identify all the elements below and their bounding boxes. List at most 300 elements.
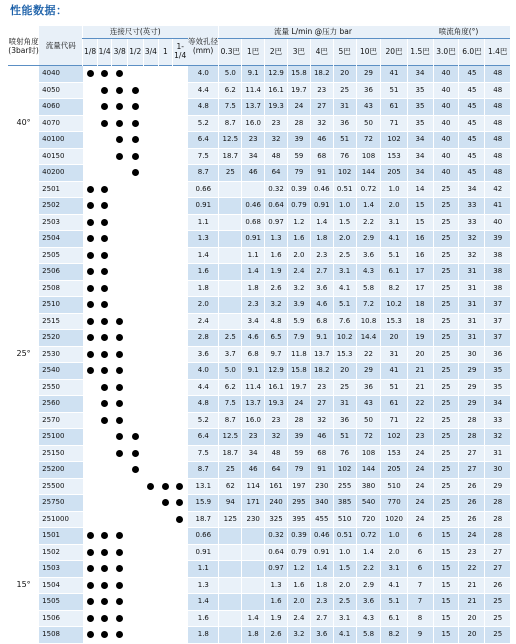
connection-size-cell	[127, 148, 143, 165]
connection-size-cell	[143, 627, 159, 644]
connection-size-cell	[112, 82, 128, 99]
nozzle-code-cell: 2570	[39, 412, 83, 429]
flow-cell: 153	[381, 148, 407, 165]
header-conn-size: 1/2	[127, 39, 143, 66]
flow-cell: 6.8	[242, 346, 265, 363]
connection-size-cell	[159, 528, 173, 545]
connection-size-cell	[159, 429, 173, 446]
flow-cell: 2.4	[287, 264, 310, 281]
flow-cell: 46	[242, 165, 265, 182]
connection-size-cell	[159, 264, 173, 281]
orifice-cell: 1.6	[188, 264, 219, 281]
flow-cell: 27	[310, 396, 333, 413]
connection-size-cell	[97, 165, 112, 182]
connection-size-cell	[112, 495, 128, 512]
spray-angle-value-cell: 34	[407, 66, 433, 83]
available-dot-icon	[116, 351, 123, 358]
nozzle-code-cell: 1502	[39, 544, 83, 561]
available-dot-icon	[116, 631, 123, 638]
connection-size-cell	[159, 462, 173, 479]
flow-cell: 72	[356, 132, 381, 149]
spray-angle-value-cell: 48	[485, 132, 510, 149]
spray-angle-value-cell: 16	[407, 247, 433, 264]
spray-angle-value-cell: 30	[459, 346, 485, 363]
connection-size-cell	[97, 528, 112, 545]
flow-cell: 1.8	[242, 280, 265, 297]
available-dot-icon	[87, 235, 94, 242]
table-row	[8, 495, 510, 512]
table-row	[8, 396, 510, 413]
flow-cell	[219, 231, 242, 248]
flow-cell: 6.1	[381, 264, 407, 281]
spray-angle-value-cell: 25	[433, 346, 459, 363]
spray-angle-value-cell: 33	[485, 412, 510, 429]
nozzle-code-cell: 2505	[39, 247, 83, 264]
connection-size-cell	[159, 115, 173, 132]
orifice-cell: 6.4	[188, 429, 219, 446]
flow-cell: 2.6	[265, 280, 288, 297]
flow-cell: 5.8	[356, 627, 381, 644]
available-dot-icon	[87, 186, 94, 193]
table-row	[8, 148, 510, 165]
connection-size-cell	[172, 99, 188, 116]
connection-size-cell	[112, 214, 128, 231]
connection-size-cell	[112, 445, 128, 462]
connection-size-cell	[112, 462, 128, 479]
connection-size-cell	[127, 610, 143, 627]
spray-angle-value-cell: 15	[433, 577, 459, 594]
spray-angle-value-cell: 25	[485, 594, 510, 611]
flow-cell: 325	[265, 511, 288, 528]
flow-cell: 1.1	[242, 247, 265, 264]
flow-cell: 4.8	[265, 313, 288, 330]
flow-cell: 7.2	[356, 297, 381, 314]
flow-cell: 12.9	[265, 66, 288, 83]
flow-cell: 3.1	[381, 561, 407, 578]
connection-size-cell	[159, 181, 173, 198]
connection-size-cell	[159, 445, 173, 462]
available-dot-icon	[101, 384, 108, 391]
connection-size-cell	[159, 594, 173, 611]
flow-cell: 1.3	[265, 577, 288, 594]
flow-cell: 0.97	[265, 214, 288, 231]
flow-cell: 91	[310, 462, 333, 479]
orifice-cell: 6.4	[188, 132, 219, 149]
connection-size-cell	[143, 148, 159, 165]
connection-size-cell	[172, 198, 188, 215]
flow-cell: 8.7	[219, 115, 242, 132]
flow-cell: 9.7	[265, 346, 288, 363]
orifice-cell: 4.0	[188, 66, 219, 83]
spray-angle-value-cell: 38	[485, 247, 510, 264]
connection-size-cell	[127, 264, 143, 281]
flow-cell: 1.0	[381, 528, 407, 545]
spray-angle-value-cell: 27	[485, 544, 510, 561]
orifice-cell: 4.4	[188, 379, 219, 396]
spray-angle-value-cell: 22	[407, 396, 433, 413]
spray-angle-value-cell: 25	[433, 297, 459, 314]
connection-size-cell	[172, 214, 188, 231]
connection-size-cell	[83, 528, 98, 545]
flow-cell: 36	[356, 82, 381, 99]
flow-cell: 22	[356, 346, 381, 363]
flow-cell: 240	[265, 495, 288, 512]
table-row	[8, 594, 510, 611]
connection-size-cell	[127, 330, 143, 347]
connection-size-cell	[83, 594, 98, 611]
flow-cell: 5.1	[381, 594, 407, 611]
flow-cell: 0.72	[356, 528, 381, 545]
connection-size-cell	[172, 610, 188, 627]
flow-cell: 34	[242, 445, 265, 462]
spray-angle-value-cell: 25	[433, 462, 459, 479]
orifice-cell: 1.4	[188, 247, 219, 264]
available-dot-icon	[162, 499, 169, 506]
table-row	[8, 429, 510, 446]
spray-angle-cell: 25°	[8, 181, 39, 528]
flow-cell: 71	[381, 412, 407, 429]
connection-size-cell	[172, 511, 188, 528]
available-dot-icon	[87, 70, 94, 77]
spray-angle-value-cell: 18	[407, 297, 433, 314]
flow-cell: 2.5	[219, 330, 242, 347]
connection-size-cell	[83, 214, 98, 231]
available-dot-icon	[132, 103, 139, 110]
flow-cell: 2.3	[310, 247, 333, 264]
connection-size-cell	[112, 247, 128, 264]
connection-size-cell	[159, 478, 173, 495]
spray-angle-value-cell: 15	[407, 198, 433, 215]
flow-cell: 0.72	[356, 181, 381, 198]
connection-size-cell	[159, 396, 173, 413]
connection-size-cell	[172, 396, 188, 413]
connection-size-cell	[143, 346, 159, 363]
connection-size-cell	[97, 346, 112, 363]
orifice-cell: 7.5	[188, 148, 219, 165]
connection-size-cell	[143, 610, 159, 627]
flow-cell: 1.6	[265, 594, 288, 611]
flow-cell: 1.4	[356, 198, 381, 215]
header-flow-pressure: 20巴	[381, 39, 407, 66]
spray-angle-value-cell: 39	[485, 231, 510, 248]
nozzle-code-cell: 2502	[39, 198, 83, 215]
flow-cell: 4.1	[381, 231, 407, 248]
orifice-cell: 1.3	[188, 577, 219, 594]
connection-size-cell	[159, 82, 173, 99]
spray-angle-value-cell: 31	[459, 330, 485, 347]
connection-size-cell	[172, 247, 188, 264]
connection-size-cell	[97, 132, 112, 149]
performance-table	[8, 26, 510, 644]
flow-cell: 48	[265, 148, 288, 165]
flow-cell: 79	[287, 462, 310, 479]
orifice-cell: 18.7	[188, 511, 219, 528]
connection-size-cell	[83, 627, 98, 644]
connection-size-cell	[127, 132, 143, 149]
flow-cell: 11.4	[242, 82, 265, 99]
flow-cell: 0.32	[265, 528, 288, 545]
spray-angle-cell: 15°	[8, 528, 39, 644]
spray-angle-value-cell: 40	[485, 214, 510, 231]
flow-cell: 20	[333, 66, 356, 83]
spray-angle-value-cell: 17	[407, 280, 433, 297]
flow-cell: 0.64	[265, 544, 288, 561]
orifice-cell: 1.3	[188, 231, 219, 248]
spray-angle-value-cell: 32	[459, 231, 485, 248]
flow-cell: 23	[265, 412, 288, 429]
connection-size-cell	[143, 132, 159, 149]
available-dot-icon	[101, 417, 108, 424]
flow-cell: 1.4	[242, 610, 265, 627]
flow-cell: 255	[333, 478, 356, 495]
spray-angle-value-cell: 34	[407, 148, 433, 165]
flow-cell: 0.91	[242, 231, 265, 248]
orifice-cell: 1.4	[188, 594, 219, 611]
connection-size-cell	[172, 429, 188, 446]
flow-cell: 7.5	[219, 396, 242, 413]
flow-cell: 2.0	[287, 247, 310, 264]
spray-angle-value-cell: 25	[433, 280, 459, 297]
spray-angle-value-cell: 35	[407, 99, 433, 116]
flow-cell: 7.5	[219, 99, 242, 116]
spray-angle-value-cell: 27	[459, 445, 485, 462]
flow-cell: 3.7	[219, 346, 242, 363]
spray-angle-value-cell: 30	[485, 462, 510, 479]
flow-cell: 0.79	[287, 198, 310, 215]
available-dot-icon	[101, 549, 108, 556]
nozzle-code-cell: 25150	[39, 445, 83, 462]
connection-size-cell	[112, 181, 128, 198]
flow-cell: 43	[356, 396, 381, 413]
available-dot-icon	[87, 301, 94, 308]
flow-cell: 510	[333, 511, 356, 528]
connection-size-cell	[83, 66, 98, 83]
table-row	[8, 214, 510, 231]
orifice-cell: 7.5	[188, 445, 219, 462]
flow-cell: 51	[381, 82, 407, 99]
flow-cell: 13.7	[242, 396, 265, 413]
connection-size-cell	[112, 528, 128, 545]
connection-size-cell	[127, 528, 143, 545]
available-dot-icon	[87, 351, 94, 358]
connection-size-cell	[172, 445, 188, 462]
connection-size-cell	[83, 148, 98, 165]
header-flow-pressure: 2巴	[265, 39, 288, 66]
flow-cell: 51	[333, 429, 356, 446]
orifice-cell: 4.8	[188, 99, 219, 116]
connection-size-cell	[159, 610, 173, 627]
flow-cell: 0.51	[333, 181, 356, 198]
table-row	[8, 610, 510, 627]
connection-size-cell	[159, 214, 173, 231]
spray-angle-value-cell: 36	[485, 346, 510, 363]
connection-size-cell	[97, 544, 112, 561]
nozzle-code-cell: 1501	[39, 528, 83, 545]
header-conn-size: 1-1/4	[172, 39, 188, 66]
flow-cell: 39	[287, 429, 310, 446]
spray-angle-value-cell: 45	[459, 115, 485, 132]
connection-size-cell	[83, 82, 98, 99]
flow-cell: 1020	[381, 511, 407, 528]
connection-size-cell	[127, 66, 143, 83]
flow-cell	[219, 594, 242, 611]
flow-cell: 2.0	[381, 544, 407, 561]
connection-size-cell	[127, 445, 143, 462]
orifice-cell: 1.6	[188, 610, 219, 627]
spray-angle-value-cell: 27	[459, 462, 485, 479]
flow-cell: 161	[265, 478, 288, 495]
flow-cell: 59	[287, 148, 310, 165]
table-row	[8, 330, 510, 347]
spray-angle-value-cell: 35	[485, 363, 510, 380]
flow-cell: 0.46	[242, 198, 265, 215]
spray-angle-value-cell: 24	[407, 495, 433, 512]
spray-angle-value-cell: 16	[407, 231, 433, 248]
flow-cell: 0.51	[333, 528, 356, 545]
available-dot-icon	[87, 582, 94, 589]
flow-cell: 125	[219, 511, 242, 528]
flow-cell: 16.1	[265, 82, 288, 99]
flow-cell: 18.2	[310, 66, 333, 83]
header-flow-pressure: 4巴	[310, 39, 333, 66]
connection-size-cell	[112, 577, 128, 594]
connection-size-cell	[83, 495, 98, 512]
flow-cell: 3.1	[381, 214, 407, 231]
connection-size-cell	[127, 544, 143, 561]
flow-cell: 455	[310, 511, 333, 528]
orifice-cell: 13.1	[188, 478, 219, 495]
flow-cell: 9.1	[242, 363, 265, 380]
spray-angle-value-cell: 25	[485, 610, 510, 627]
nozzle-code-cell: 4040	[39, 66, 83, 83]
flow-cell: 1.4	[310, 561, 333, 578]
available-dot-icon	[132, 433, 139, 440]
flow-cell: 2.2	[356, 214, 381, 231]
flow-cell	[242, 577, 265, 594]
connection-size-cell	[112, 313, 128, 330]
nozzle-code-cell: 2515	[39, 313, 83, 330]
spray-angle-value-cell: 24	[407, 511, 433, 528]
flow-cell: 9.1	[242, 66, 265, 83]
flow-cell: 153	[381, 445, 407, 462]
flow-cell: 1.4	[242, 264, 265, 281]
table-row	[8, 181, 510, 198]
connection-size-cell	[159, 577, 173, 594]
connection-size-cell	[159, 132, 173, 149]
spray-angle-value-cell: 31	[459, 280, 485, 297]
flow-cell: 29	[356, 363, 381, 380]
connection-size-cell	[83, 396, 98, 413]
connection-size-cell	[143, 429, 159, 446]
connection-size-cell	[159, 198, 173, 215]
spray-angle-value-cell: 29	[459, 396, 485, 413]
flow-cell: 28	[287, 115, 310, 132]
flow-cell: 5.1	[333, 297, 356, 314]
available-dot-icon	[101, 186, 108, 193]
flow-cell: 25	[219, 165, 242, 182]
connection-size-cell	[112, 429, 128, 446]
available-dot-icon	[116, 549, 123, 556]
nozzle-code-cell: 2540	[39, 363, 83, 380]
spray-angle-value-cell: 45	[459, 66, 485, 83]
orifice-cell: 0.91	[188, 198, 219, 215]
connection-size-cell	[143, 462, 159, 479]
connection-size-cell	[83, 610, 98, 627]
connection-size-cell	[112, 396, 128, 413]
connection-size-cell	[83, 297, 98, 314]
available-dot-icon	[101, 219, 108, 226]
available-dot-icon	[87, 532, 94, 539]
spray-angle-value-cell: 24	[459, 528, 485, 545]
flow-cell: 79	[287, 165, 310, 182]
connection-size-cell	[112, 231, 128, 248]
flow-cell: 19.3	[265, 396, 288, 413]
flow-cell: 39	[287, 132, 310, 149]
connection-size-cell	[159, 495, 173, 512]
spray-angle-value-cell: 40	[433, 115, 459, 132]
spray-angle-value-cell: 22	[459, 561, 485, 578]
spray-angle-value-cell: 31	[459, 297, 485, 314]
spray-angle-value-cell: 6	[407, 561, 433, 578]
connection-size-cell	[143, 561, 159, 578]
flow-cell: 5.8	[356, 280, 381, 297]
connection-size-cell	[97, 445, 112, 462]
connection-size-cell	[143, 198, 159, 215]
connection-size-cell	[172, 264, 188, 281]
available-dot-icon	[101, 120, 108, 127]
connection-size-cell	[172, 66, 188, 83]
table-row	[8, 82, 510, 99]
nozzle-code-cell: 2530	[39, 346, 83, 363]
flow-cell: 25	[333, 82, 356, 99]
spray-angle-value-cell: 15	[433, 544, 459, 561]
nozzle-code-cell: 2503	[39, 214, 83, 231]
spray-angle-value-cell: 24	[407, 462, 433, 479]
spray-angle-value-cell: 21	[459, 594, 485, 611]
orifice-cell: 2.4	[188, 313, 219, 330]
available-dot-icon	[116, 334, 123, 341]
flow-cell: 5.1	[381, 247, 407, 264]
flow-cell: 3.2	[265, 297, 288, 314]
table-row	[8, 462, 510, 479]
spray-angle-value-cell: 7	[407, 594, 433, 611]
flow-cell: 31	[381, 346, 407, 363]
flow-cell: 2.0	[287, 594, 310, 611]
available-dot-icon	[116, 136, 123, 143]
table-row	[8, 511, 510, 528]
connection-size-cell	[172, 363, 188, 380]
available-dot-icon	[101, 565, 108, 572]
header-angle-pressure: 6.0巴	[459, 39, 485, 66]
connection-size-cell	[83, 478, 98, 495]
available-dot-icon	[116, 598, 123, 605]
flow-cell: 108	[356, 445, 381, 462]
connection-size-cell	[83, 115, 98, 132]
available-dot-icon	[101, 367, 108, 374]
flow-cell: 1.3	[265, 231, 288, 248]
flow-cell: 12.9	[265, 363, 288, 380]
available-dot-icon	[116, 384, 123, 391]
available-dot-icon	[101, 582, 108, 589]
nozzle-code-cell: 1504	[39, 577, 83, 594]
spray-angle-value-cell: 29	[459, 363, 485, 380]
connection-size-cell	[172, 544, 188, 561]
header-equivalent-orifice: 等效孔径(mm)	[188, 26, 219, 66]
table-row	[8, 99, 510, 116]
connection-size-cell	[127, 577, 143, 594]
connection-size-cell	[127, 280, 143, 297]
connection-size-cell	[127, 396, 143, 413]
